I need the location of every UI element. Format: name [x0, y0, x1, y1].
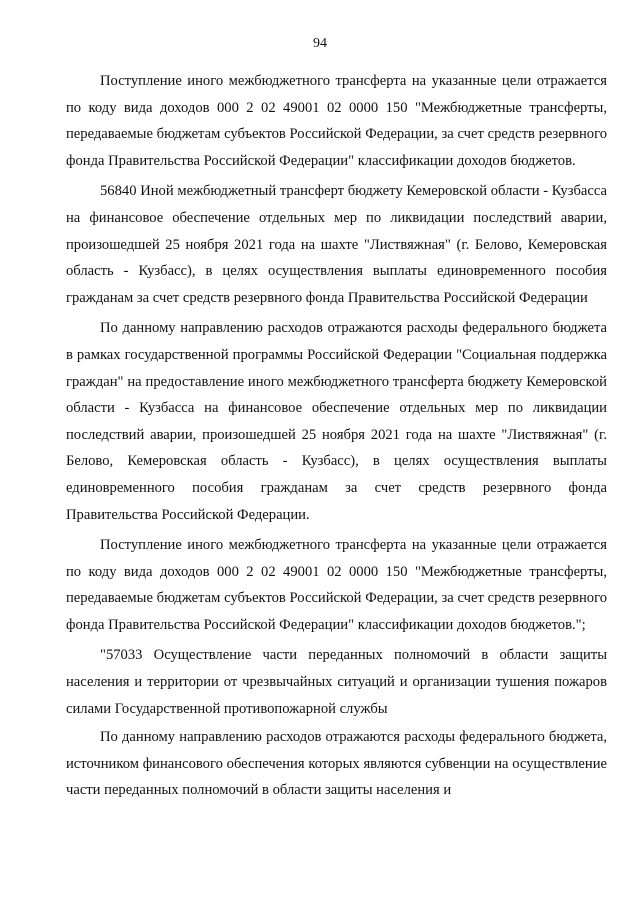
document-body: [66, 68, 607, 808]
paragraph-57033-description: По данному направлению расходов отражаются расходы федерального бюджета, источником финансового обеспечения которых являются субвенции на осуществление части переданных полномочий в области защиты населения и: [66, 729, 607, 799]
paragraph-56840-heading: 56840 Иной межбюджетный трансферт бюджету Кемеровской области - Кузбасса на финансовое обеспечение отдельных мер по ликвидации последствий аварии, произошедшей 25 ноября 2021 года на шахте "Листвяжная" (г. Белово, Кемеровская область - Кузбасс), в целях осуществления выплаты единовременного пособия гражданам за счет средств резервного фонда Правительства Российской Федерации: [66, 183, 607, 306]
page-number: 94: [313, 36, 327, 51]
paragraph-income-transfer-2: Поступление иного межбюджетного трансферта на указанные цели отражается по коду вида доходов 000 2 02 49001 02 0000 150 "Межбюджетные трансферты, передаваемые бюджетам субъектов Российской Федерации, за счет средств резервного фонда Правительства Российской Федерации" классификации доходов бюджетов.";: [66, 537, 607, 633]
paragraph-income-transfer-1: Поступление иного межбюджетного трансферта на указанные цели отражается по коду вида доходов 000 2 02 49001 02 0000 150 "Межбюджетные трансферты, передаваемые бюджетам субъектов Российской Федерации, за счет средств резервного фонда Правительства Российской Федерации" классификации доходов бюджетов.: [66, 73, 607, 169]
paragraph-57033-heading: "57033 Осуществление части переданных полномочий в области защиты населения и территории от чрезвычайных ситуаций и организации тушения пожаров силами Государственной противопожарной службы: [66, 647, 607, 717]
paragraph-56840-description: По данному направлению расходов отражаются расходы федерального бюджета в рамках государственной программы Российской Федерации "Социальная поддержка граждан" на предоставление иного межбюджетного трансферта бюджету Кемеровской области - Кузбасса на финансовое обеспечение отдельных мер по ликвидации последствий аварии, произошедшей 25 ноября 2021 года на шахте "Листвяжная" (г. Белово, Кемеровская область - Кузбасс), в целях осуществления выплаты единовременного пособия гражданам за счет средств резервного фонда Правительства Российской Федерации.: [66, 320, 607, 523]
